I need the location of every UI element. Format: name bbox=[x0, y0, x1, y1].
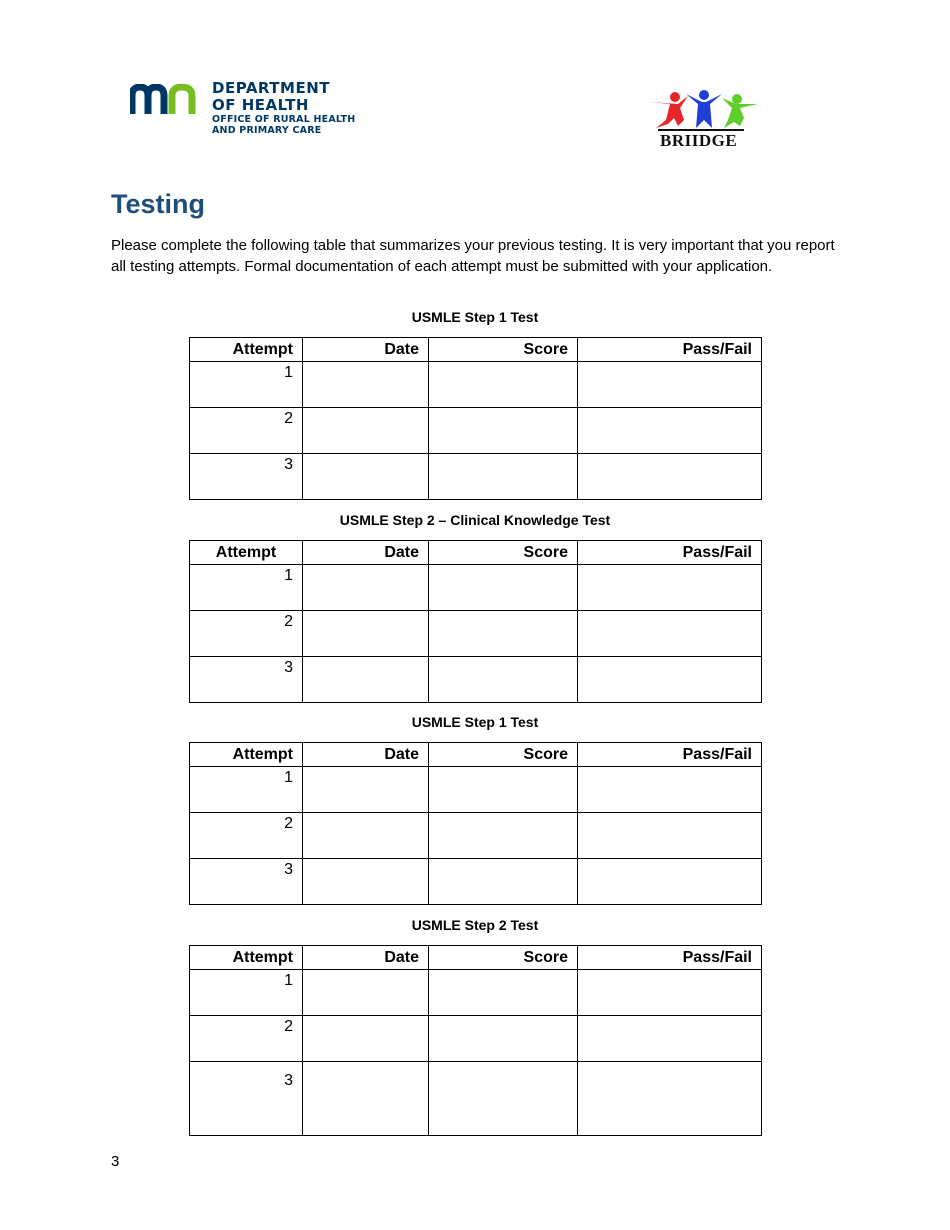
table-row bbox=[190, 1062, 762, 1136]
date-cell[interactable] bbox=[303, 767, 429, 813]
column-header-date: Date bbox=[303, 541, 429, 565]
briidge-people-icon bbox=[648, 90, 760, 130]
column-header-pass-fail: Pass/Fail bbox=[578, 338, 762, 362]
table-row bbox=[190, 1016, 762, 1062]
table-row bbox=[190, 362, 762, 408]
attempt-number: 2 bbox=[190, 408, 303, 454]
pass-fail-cell[interactable] bbox=[578, 1062, 762, 1136]
date-cell[interactable] bbox=[303, 362, 429, 408]
column-header-date: Date bbox=[303, 338, 429, 362]
column-header-attempt: Attempt bbox=[190, 743, 303, 767]
table-row bbox=[190, 454, 762, 500]
attempt-number: 3 bbox=[190, 454, 303, 500]
mn-logo-line-4: AND PRIMARY CARE bbox=[212, 125, 322, 136]
attempt-number: 3 bbox=[190, 1062, 303, 1136]
page-number: 3 bbox=[111, 1153, 120, 1170]
testing-table bbox=[189, 337, 762, 500]
table-caption: USMLE Step 1 Test bbox=[411, 714, 539, 730]
attempt-number: 1 bbox=[190, 767, 303, 813]
page-title: Testing bbox=[111, 189, 205, 219]
score-cell[interactable] bbox=[429, 813, 578, 859]
table-row bbox=[190, 565, 762, 611]
table-row bbox=[190, 767, 762, 813]
attempt-number: 1 bbox=[190, 565, 303, 611]
table-caption: USMLE Step 1 Test bbox=[411, 309, 539, 325]
date-cell[interactable] bbox=[303, 657, 429, 703]
attempt-number: 1 bbox=[190, 970, 303, 1016]
attempt-number: 1 bbox=[190, 362, 303, 408]
table-row bbox=[190, 408, 762, 454]
column-header-score: Score bbox=[429, 541, 578, 565]
table-row bbox=[190, 813, 762, 859]
mn-logo-line-1: DEPARTMENT bbox=[212, 79, 330, 97]
intro-paragraph: Please complete the following table that summarizes your previous testing. It is very important that you report all testing attempts. Formal documentation of each attempt must be submitted with your application. bbox=[111, 237, 835, 275]
score-cell[interactable] bbox=[429, 859, 578, 905]
attempt-number: 2 bbox=[190, 611, 303, 657]
pass-fail-cell[interactable] bbox=[578, 408, 762, 454]
date-cell[interactable] bbox=[303, 408, 429, 454]
column-header-date: Date bbox=[303, 946, 429, 970]
pass-fail-cell[interactable] bbox=[578, 767, 762, 813]
score-cell[interactable] bbox=[429, 1016, 578, 1062]
attempt-number: 2 bbox=[190, 813, 303, 859]
briidge-logo bbox=[648, 90, 760, 152]
pass-fail-cell[interactable] bbox=[578, 362, 762, 408]
testing-table bbox=[189, 945, 762, 1136]
score-cell[interactable] bbox=[429, 767, 578, 813]
date-cell[interactable] bbox=[303, 565, 429, 611]
score-cell[interactable] bbox=[429, 565, 578, 611]
column-header-attempt: Attempt bbox=[190, 541, 303, 565]
column-header-pass-fail: Pass/Fail bbox=[578, 541, 762, 565]
column-header-attempt: Attempt bbox=[190, 946, 303, 970]
score-cell[interactable] bbox=[429, 611, 578, 657]
score-cell[interactable] bbox=[429, 362, 578, 408]
table-row bbox=[190, 859, 762, 905]
date-cell[interactable] bbox=[303, 1016, 429, 1062]
attempt-number: 3 bbox=[190, 657, 303, 703]
briidge-wordmark: BRIIDGE bbox=[660, 131, 738, 150]
table-caption: USMLE Step 2 Test bbox=[411, 917, 539, 933]
date-cell[interactable] bbox=[303, 813, 429, 859]
score-cell[interactable] bbox=[429, 657, 578, 703]
table-header-row bbox=[190, 946, 762, 970]
pass-fail-cell[interactable] bbox=[578, 657, 762, 703]
pass-fail-cell[interactable] bbox=[578, 565, 762, 611]
table-header-row bbox=[190, 541, 762, 565]
date-cell[interactable] bbox=[303, 611, 429, 657]
column-header-pass-fail: Pass/Fail bbox=[578, 743, 762, 767]
score-cell[interactable] bbox=[429, 454, 578, 500]
column-header-score: Score bbox=[429, 743, 578, 767]
mn-logo-mark-icon bbox=[130, 84, 206, 116]
date-cell[interactable] bbox=[303, 859, 429, 905]
column-header-date: Date bbox=[303, 743, 429, 767]
column-header-score: Score bbox=[429, 946, 578, 970]
pass-fail-cell[interactable] bbox=[578, 859, 762, 905]
score-cell[interactable] bbox=[429, 970, 578, 1016]
pass-fail-cell[interactable] bbox=[578, 970, 762, 1016]
attempt-number: 3 bbox=[190, 859, 303, 905]
table-header-row bbox=[190, 743, 762, 767]
testing-table bbox=[189, 742, 762, 905]
column-header-score: Score bbox=[429, 338, 578, 362]
table-row bbox=[190, 657, 762, 703]
pass-fail-cell[interactable] bbox=[578, 813, 762, 859]
pass-fail-cell[interactable] bbox=[578, 454, 762, 500]
column-header-pass-fail: Pass/Fail bbox=[578, 946, 762, 970]
table-row bbox=[190, 970, 762, 1016]
date-cell[interactable] bbox=[303, 970, 429, 1016]
pass-fail-cell[interactable] bbox=[578, 1016, 762, 1062]
score-cell[interactable] bbox=[429, 408, 578, 454]
column-header-attempt: Attempt bbox=[190, 338, 303, 362]
table-header-row bbox=[190, 338, 762, 362]
table-row bbox=[190, 611, 762, 657]
score-cell[interactable] bbox=[429, 1062, 578, 1136]
table-caption: USMLE Step 2 – Clinical Knowledge Test bbox=[339, 512, 611, 528]
testing-table bbox=[189, 540, 762, 703]
mn-logo-line-3: OFFICE OF RURAL HEALTH bbox=[212, 114, 356, 125]
date-cell[interactable] bbox=[303, 454, 429, 500]
date-cell[interactable] bbox=[303, 1062, 429, 1136]
attempt-number: 2 bbox=[190, 1016, 303, 1062]
mn-department-of-health-logo bbox=[130, 80, 370, 144]
pass-fail-cell[interactable] bbox=[578, 611, 762, 657]
mn-logo-line-2: OF HEALTH bbox=[212, 96, 309, 114]
